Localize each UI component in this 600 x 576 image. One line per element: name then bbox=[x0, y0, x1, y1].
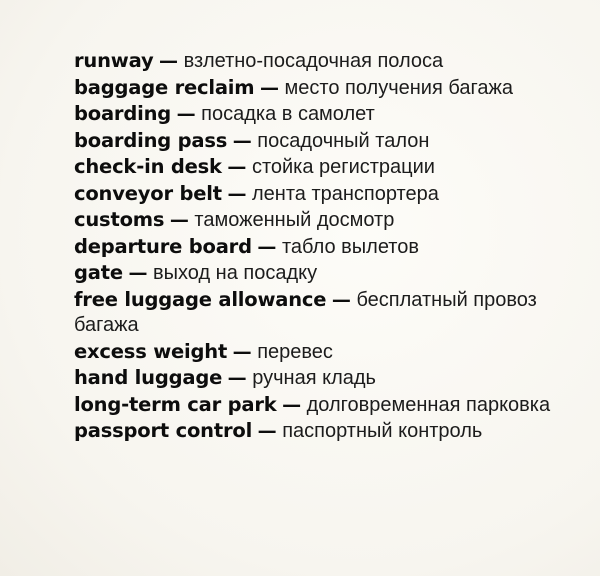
term: free luggage allowance bbox=[74, 287, 327, 311]
term: boarding bbox=[74, 102, 172, 125]
dash: — bbox=[227, 156, 247, 178]
glossary-entry-departure-board bbox=[74, 234, 579, 261]
dash: — bbox=[331, 288, 351, 311]
glossary-entry-runway bbox=[74, 48, 579, 75]
translation: табло вылетов bbox=[281, 235, 419, 258]
dash: — bbox=[159, 50, 179, 72]
translation: ручная кладь bbox=[252, 367, 376, 389]
glossary-entry-excess-weight bbox=[74, 339, 579, 366]
term: conveyor belt bbox=[74, 181, 222, 205]
glossary-entry-conveyor-belt bbox=[74, 181, 579, 208]
translation: таможенный досмотр bbox=[194, 209, 395, 231]
translation: бесплатный провоз багажа bbox=[74, 288, 537, 336]
glossary-entry-passport-control bbox=[74, 418, 579, 445]
term: gate bbox=[74, 261, 123, 284]
glossary-entry-check-in-desk bbox=[74, 154, 579, 181]
term: long-term car park bbox=[74, 392, 277, 416]
dash: — bbox=[282, 393, 302, 416]
translation: стойка регистрации bbox=[251, 156, 435, 178]
term: departure board bbox=[74, 234, 252, 258]
glossary-entry-boarding bbox=[74, 101, 579, 128]
dash: — bbox=[176, 103, 196, 125]
glossary-entry-boarding-pass bbox=[74, 128, 579, 155]
term: runway bbox=[74, 49, 154, 72]
translation: взлетно-посадочная полоса bbox=[183, 50, 444, 72]
term: excess weight bbox=[74, 339, 228, 363]
term: check-in desk bbox=[74, 155, 222, 178]
translation: выход на посадку bbox=[153, 262, 318, 284]
translation: посадочный талон bbox=[257, 129, 430, 152]
glossary-entry-customs bbox=[74, 207, 579, 234]
dash: — bbox=[232, 129, 252, 152]
dash: — bbox=[227, 367, 247, 389]
glossary-entry-free-luggage-allowance bbox=[74, 287, 579, 339]
dash: — bbox=[169, 209, 189, 231]
dash: — bbox=[128, 262, 148, 284]
term: hand luggage bbox=[74, 366, 223, 389]
translation: паспортный контроль bbox=[282, 420, 483, 442]
dash: — bbox=[227, 182, 247, 205]
airport-vocabulary-list bbox=[74, 48, 579, 445]
glossary-entry-long-term-car-park bbox=[74, 392, 579, 419]
term: baggage reclaim bbox=[74, 75, 255, 99]
term: passport control bbox=[74, 419, 253, 442]
translation: перевес bbox=[257, 340, 333, 363]
term: boarding pass bbox=[74, 128, 228, 152]
glossary-entry-baggage-reclaim bbox=[74, 75, 579, 102]
dash: — bbox=[232, 340, 252, 363]
dash: — bbox=[257, 420, 277, 442]
dash: — bbox=[259, 76, 279, 99]
dash: — bbox=[257, 235, 277, 258]
glossary-entry-hand-luggage bbox=[74, 365, 579, 392]
translation: лента транспортера bbox=[252, 182, 439, 205]
translation: место получения багажа bbox=[284, 76, 513, 99]
term: customs bbox=[74, 208, 165, 231]
translation: посадка в самолет bbox=[201, 103, 375, 125]
translation: долговременная парковка bbox=[306, 393, 551, 416]
glossary-entry-gate bbox=[74, 260, 579, 287]
